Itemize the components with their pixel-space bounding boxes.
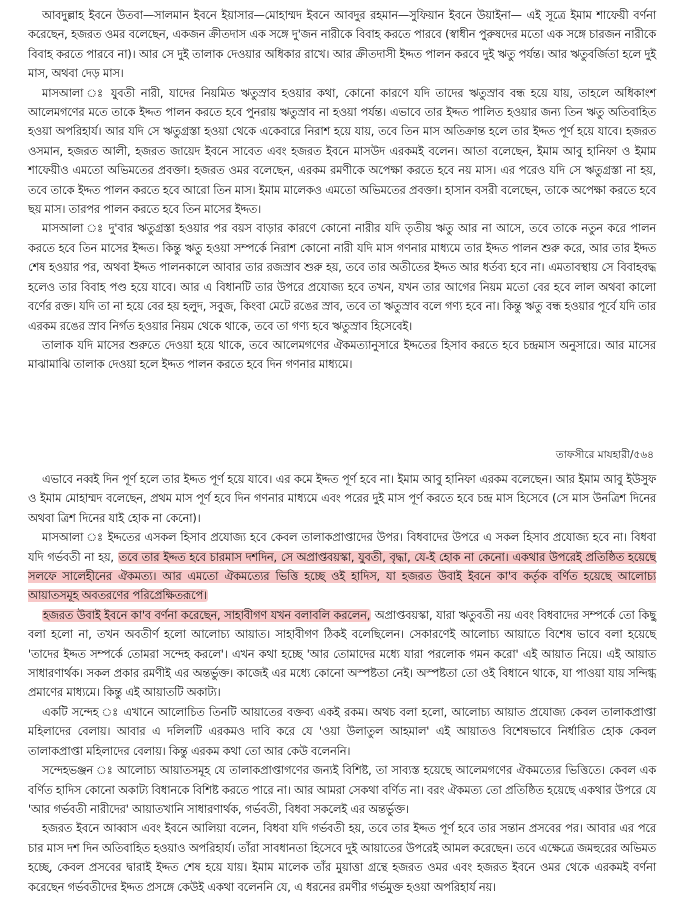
paragraph: হজরত ইবনে আব্বাস এবং ইবনে আলিয়া বলেন, বিধবা যদি গর্ভবতী হয়, তবে তার ইদ্দত পূর্ণ হবে তার সন্তান প্রসবের পর। আবার এর পরে চার মাস দশ দিন অতিবাহিত হওয়াও অপরিহার্য। তাঁরা সাবধানতা হিসেবে দুই আয়াতের উপরেই আমল করেছেন। তবে এক্ষেত্রে জমহুরের অভিমত হচ্ছে, কেবল প্রসবের দ্বারাই ইদ্দত শেষ হয়ে যায়। ইমাম মালেক তাঁর মুয়াত্তা গ্রন্থে হজরত ওমর এবং হজরত ইবনে ওমর থেকে এরকমই বর্ণনা করেছেন গর্ভবতীদের ইদ্দত প্রসঙ্গে কেউই একথা বলেননি যে, এ ধরনের রমণীর গর্ভমুক্ত হওয়া অপরিহার্য নয়। [28,822,656,894]
highlighted-text: তবে তার ইদ্দত হবে চারমাস দশদিন, সে অপ্রাপ্তবয়স্কা, যুবতী, বৃদ্ধা, যে-ই হোক না কেনো। একথার উপরেই প্রতিষ্ঠিত হয়েছে সলফে সালেহীনের ঐকমত্য। আর এমতো ঐকমত্যের ভিত্তি হচ্ছে ওই হাদিস, যা হজরত উবাই ইবনে কা'ব কর্তৃক বর্ণিত হয়েছে আলোচ্য আয়াতসমূহ অবতরণের পরিপ্রেক্ষিতরূপে। [28,550,656,603]
paragraph-text: অপ্রাপ্তবয়স্কা, যারা ঋতুবতী নয় এবং বিধবাদের সম্পর্কে তো কিছু বলা হলো না, তখন অবতীর্ণ হলো আলোচ্য আয়াত। সাহাবীগণ ঠিকই বলেছিলেন। সেকারণেই আলোচ্য আয়াতে বিশেষ ভাবে বলা হয়েছে 'তাদের ইদ্দত সম্পর্কে তোমরা সন্দেহ করলে'। এখন কথা হচ্ছে 'আর তোমাদের মধ্যে যারা পরলোক গমন করো' এই আয়াত নিয়ে। এই আয়াত সাধারণার্থক। সকল প্রকার রমণীই এর অন্তর্ভুক্ত। কাজেই এর মধ্যে কোনো অস্পষ্টতা নেই। অস্পষ্টতা তো ওই বিধানে থাকে, যা পাওয়া যায় সন্দিগ্ধ প্রমাণের মাধ্যমে। কিন্তু এই আয়াতটি অকাট্য। [28,608,656,700]
paragraph: একটি সন্দেহ ঃ এখানে আলোচিত তিনটি আয়াতের বক্তব্য একই রকম। অথচ বলা হলো, আলোচ্য আয়াত প্রযোজ্য কেবল তালাকপ্রাপ্তা মহিলাদের বেলায়। আবার এ দলিলটি এরকমও দাবি করে যে 'ওয়া উলাতুল আহমাল' এই আয়াতও বিশেষভাবে নির্ধারিত হোক কেবল তালাকপ্রাপ্তা মহিলাদের বেলায়। কিন্তু এরকম কথা তো আর কেউ বলেননি। [28,705,656,758]
page-reference: তাফসীরে মাযহারী/৫৬৪ [555,449,654,461]
paragraph: সন্দেহভঞ্জন ঃ আলোচ্য আয়াতসমূহ যে তালাকপ্রাপ্তাগণের জন্যই বিশিষ্ট, তা সাব্যস্ত হয়েছে আলেমগণের ঐকমত্যের ভিত্তিতে। কেবল এক বর্ণিত হাদিস কোনো অকাট্য বিধানকে বিশিষ্ট করতে পারে না। আর আমরা সেকথা বর্ণিত না। বরং ঐকমত্য তো প্রতিষ্ঠিত হয়েছে একথার উপরে যে 'আর গর্ভবতী নারীদের' আয়াতখানি সাধারণার্থক, গর্ভবতী, বিধবা সকলেই এর অন্তর্ভুক্ত। [28,764,656,816]
paragraph: মাসআলা ঃ দু'বার ঋতুগ্রস্তা হওয়ার পর বয়স বাড়ার কারণে কোনো নারীর যদি তৃতীয় ঋতু আর না আসে, তবে তাকে নতুন করে পালন করতে হবে তিন মাসের ইদ্দত। কিন্তু ঋতু হওয়া সম্পর্কে নিরাশ কোনো নারী যদি মাস গণনার মাধ্যমে তার ইদ্দত পালন শুরু করে, আর তার ইদ্দত শেষ হওয়ার পর, অথবা ইদ্দত পালনকালে আবার তার রজস্রাব শুরু হয়, তবে তার অতীতের ইদ্দত আর ধর্তব্য হবে না। এমতাবস্থায় সে বিবাহবদ্ধ হলেও তার বিবাহ পণ্ড হয়ে যাবে। আর এ বিধানটি তার উপরে প্রযোজ্য হবে তখন, যখন তার আগের নিয়ম মতো বের হবে লাল অথবা কালো বর্ণের রক্ত। যদি তা না হয়ে বের হয় হলুদ, সবুজ, কিংবা মেটে রঙের স্রাব, তবে তা ঋতুস্রাব বলে গণ্য হবে না। কিন্তু ঋতু বন্ধ হওয়ার পূর্বে যদি তার এরকম রঙের স্রাব নির্গত হওয়ার নিয়ম থেকে থাকে, তবে তা গণ্য হবে ঋতুস্রাব হিসেবেই। [28,222,656,333]
highlighted-text: হজরত উবাই ইবনে কা'ব বর্ণনা করেছেন, সাহাবীগণ যখন বলাবলি করলেন, [43,608,371,622]
paragraph-text: মাসআলা ঃ ইদ্দতের এসকল হিসাব প্রযোজ্য হবে কেবল তালাকপ্রাপ্তাদের উপর। বিধবাদের উপরে এ সকল হিসাব প্রযোজ্য হবে না। বিধবা যদি গর্ভবতী না হয়, [28,531,656,564]
paragraph [28,606,656,703]
paragraph: আবদুল্লাহ ইবনে উতবা—সালমান ইবনে ইয়াসার—মোহাম্মদ ইবনে আবদুর রহমান—সুফিয়ান ইবনে উয়াইনা— এই সূত্রে ইমাম শাফেয়ী বর্ণনা করেছেন, হজরত ওমর বলেছেন, একজন ক্রীতদাস এক সঙ্গে দু'জন নারীকে বিবাহ করতে পারবে (স্বাধীন পুরুষদের মতো এক সঙ্গে চারজন নারীকে বিবাহ করতে পারবে না)। আর সে দুই তালাক দেওয়ার অধিকার রাখে। আর ক্রীতদাসী ইদ্দত পালন করবে দুই ঋতু পর্যন্ত। আর ঋতুবর্জিতা হলে দুই মাস, অথবা দেড় মাস। [28,9,656,81]
paragraph: এভাবে নব্বই দিন পূর্ণ হলে তার ইদ্দত পূর্ণ হয়ে যাবে। এর কমে ইদ্দত পূর্ণ হবে না। ইমাম আবু হানিফা এরকম বলেছেন। আর ইমাম আবু ইউসুফ ও ইমাম মোহাম্মদ বলেছেন, প্রথম মাস পূর্ণ হবে দিন গণনার মাধ্যমে এবং পরের দুই মাস পূর্ণ করতে হবে চন্দ্র মাস হিসেবে (সে মাস উনত্রিশ দিনের অথবা ত্রিশ দিনের যাই হোক না কেনো)। [28,473,656,525]
paragraph: তালাক যদি মাসের শুরুতে দেওয়া হয়ে থাকে, তবে আলেমগণের ঐকমত্যানুসারে ইদ্দতের হিসাব করতে হবে চন্দ্রমাস অনুসারে। আর মাসের মাঝামাঝি তালাক দেওয়া হলে ইদ্দত পালন করতে হবে দিন গণনার মাধ্যমে। [28,338,656,372]
bottom-text-block [28,470,656,897]
paragraph: মাসআলা ঃ যুবতী নারী, যাদের নিয়মিত ঋতুস্রাব হওয়ার কথা, কোনো কারণে যদি তাদের ঋতুস্রাব বন্ধ হয়ে যায়, তাহলে অধিকাংশ আলেমগণের মতে তাকে ইদ্দত পালন করতে হবে পুনরায় ঋতুস্রাব না হওয়া পর্যন্ত। এভাবে তার ইদ্দত পালিত হওয়ার জন্য তিন ঋতু অতিবাহিত হওয়া অপরিহার্য। আর যদি সে ঋতুগ্রস্তা হওয়া থেকে একেবারে নিরাশ হয়ে যায়, তবে তিন মাস অতিক্রান্ত হলে তার ইদ্দত পূর্ণ হয়ে যাবে। হজরত ওসমান, হজরত আলী, হজরত জায়েদ ইবনে সাবেত এবং হজরত ইবনে মাসউদ এরকমই বলেন। আতা বলেছেন, ইমাম আবু হানিফা ও ইমাম শাফেয়ীও এমতো অভিমতের প্রবক্তা। হজরত ওমর বলেছেন, এরকম রমণীকে অপেক্ষা করতে হবে নয় মাস। এর পরেও যদি সে ঋতুগ্রস্তা না হয়, তবে তাকে ইদ্দত পালন করতে হবে আরো তিন মাস। ইমাম মালেকও এমতো অভিমতের প্রবক্তা। হাসান বসরী বলেছেন, তাকে অপেক্ষা করতে হবে ছয় মাস। তারপর পালন করতে হবে তিন মাসের ইদ্দত। [28,86,656,217]
paragraph [28,528,656,606]
top-text-block [28,6,656,375]
